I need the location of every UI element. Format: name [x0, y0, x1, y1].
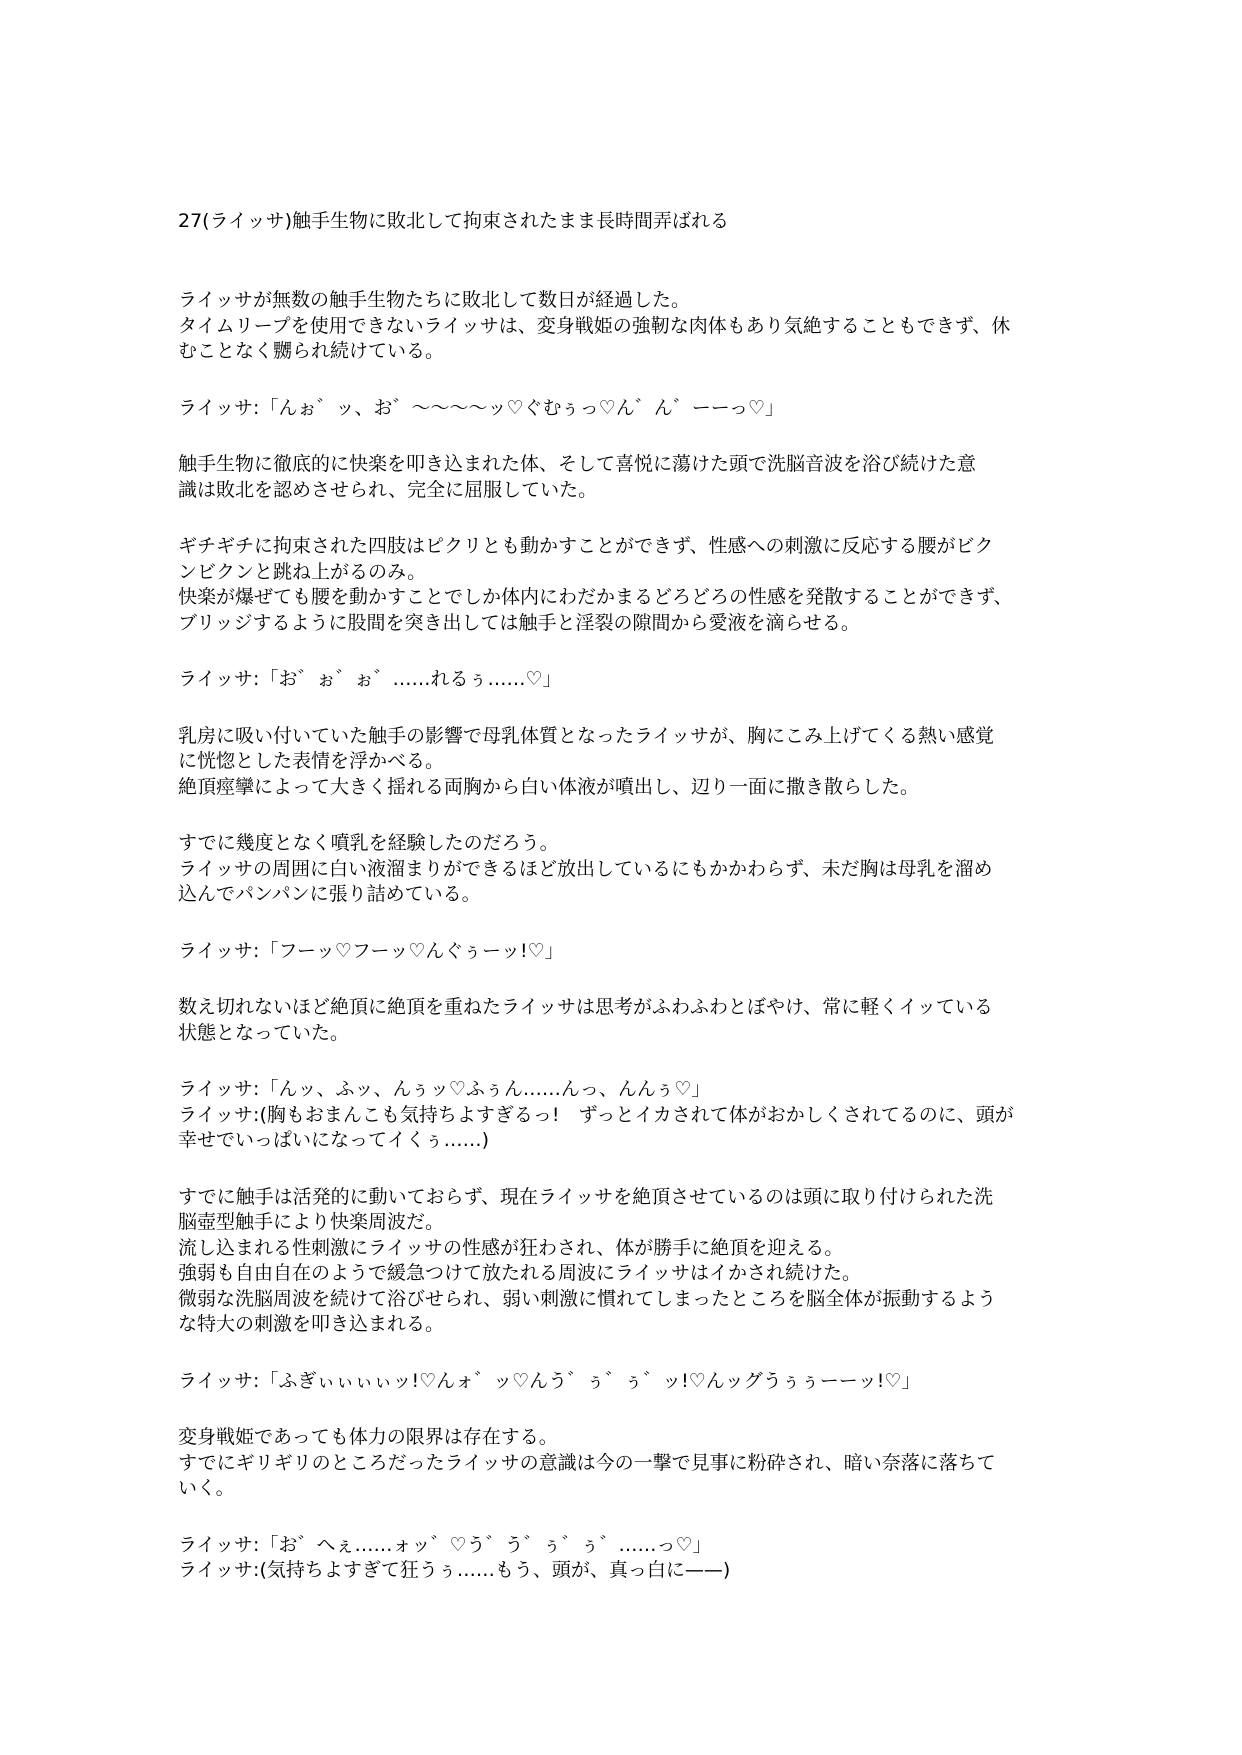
dialogue-line: 幸せでいっぱいになってイくぅ……) [178, 1129, 490, 1151]
text-line: すでに触手は活発的に動いておらず、現在ライッサを絶頂させているのは頭に取り付けられた洗 [178, 1185, 994, 1208]
text-line: 乳房に吸い付いていた触手の影響で母乳体質となったライッサが、胸にこみ上げてくる熱い感覚 [178, 724, 995, 747]
dialogue-paragraph [178, 1533, 1078, 1584]
paragraph [178, 831, 1078, 908]
text-line: 込んでパンパンに張り詰めている。 [178, 883, 481, 905]
text-line: 触手生物に徹底的に快楽を叩き込まれた体、そして喜悦に蕩けた頭で洗脳音波を浴び続けた意 [178, 453, 977, 475]
dialogue-line: ライッサ:「んッ、ふッ、んぅッ♡ふぅん……んっ、んんぅ♡」 [178, 1078, 711, 1100]
paragraph [178, 1425, 1078, 1502]
paragraph [178, 1185, 1078, 1338]
dialogue-line: ライッサ:「んぉ゛ッ、お゛～～～～ッ♡ぐむぅっ♡ん゛ん゛ーーっ♡」 [178, 396, 785, 419]
dialogue-paragraph [178, 939, 1078, 965]
dialogue-paragraph [178, 1369, 1078, 1395]
dialogue-line: ライッサ:(気持ちよすぎて狂うぅ……もう、頭が、真っ白に——) [178, 1559, 731, 1581]
text-line: 強弱も自由自在のようで緩急つけて放たれる周波にライッサはイかされ続けた。 [178, 1262, 862, 1284]
text-line: 脳壺型触手により快楽周波だ。 [178, 1211, 445, 1233]
text-line: ンビクンと跳ね上がるのみ。 [178, 560, 427, 583]
text-line: 変身戦姫であっても体力の限界は存在する。 [178, 1426, 558, 1448]
dialogue-line: ライッサ:「フーッ♡フーッ♡んぐぅーッ!♡」 [178, 939, 564, 962]
text-line: 流し込まれる性刺激にライッサの性感が狂わされ、体が勝手に絶頂を迎える。 [178, 1236, 844, 1259]
text-line: 数え切れないほど絶頂に絶頂を重ねたライッサは思考がふわふわとぼやけ、常に軽くイッている [178, 996, 993, 1018]
paragraph [178, 534, 1078, 636]
text-line: すでに幾度となく噴乳を経験したのだろう。 [178, 832, 559, 854]
paragraph [178, 288, 1078, 365]
text-line: ブリッジするように股間を突き出しては触手と淫裂の隙間から愛液を滴らせる。 [178, 611, 860, 634]
paragraph [178, 724, 1078, 801]
text-line: すでにギリギリのところだったライッサの意識は今の一撃で見事に粉砕され、暗い奈落に落ちて [178, 1451, 996, 1474]
text-line: ライッサの周囲に白い液溜まりができるほど放出しているにもかかわらず、未だ胸は母乳を溜め [178, 857, 993, 880]
paragraph [178, 995, 1078, 1046]
text-line: タイムリープを使用できないライッサは、変身戦姫の強靭な肉体もあり気絶することもできず、休 [178, 314, 1011, 337]
text-line: 状態となっていた。 [178, 1021, 350, 1044]
chapter-title: 27(ライッサ)触手生物に敗北して拘束されたまま長時間弄ばれる [178, 210, 730, 232]
dialogue-paragraph [178, 1077, 1078, 1154]
text-line: いく。 [178, 1477, 235, 1499]
text-line: むことなく嬲られ続けている。 [178, 340, 445, 362]
text-line: ギチギチに拘束された四肢はピクリとも動かすことができず、性感への刺激に反応する腰がビク [178, 535, 994, 557]
dialogue-line: ライッサ:「ふぎぃぃぃぃッ!♡んォ゛ッ♡んう゛ぅ゛ぅ゛ッ!♡んッグうぅぅーーッ!♡」 [178, 1369, 921, 1392]
dialogue-line: ライッサ:(胸もおまんこも気持ちよすぎるっ! ずっとイカされて体がおかしくされてるのに、頭が [178, 1103, 1014, 1126]
text-line: な特大の刺激を叩き込まれる。 [178, 1313, 445, 1335]
dialogue-line: ライッサ:「お゛ぉ゛ぉ゛……れるぅ……♡」 [178, 668, 562, 690]
text-line: 快楽が爆ぜても腰を動かすことでしか体内にわだかまるどろどろの性感を発散することができず、 [178, 586, 1013, 608]
dialogue-paragraph [178, 396, 1078, 422]
text-line: に恍惚とした表情を浮かべる。 [178, 750, 445, 772]
text-line: 絶頂痙攣によって大きく揺れる両胸から白い体液が噴出し、辺り一面に撒き散らした。 [178, 775, 920, 798]
text-line: 微弱な洗脳周波を続けて浴びせられ、弱い刺激に慣れてしまったところを脳全体が振動するよう [178, 1287, 997, 1310]
dialogue-line: ライッサ:「お゛へぇ……ォッ゛♡う゛う゛ぅ゛ぅ゛……っ♡」 [178, 1533, 712, 1556]
paragraph [178, 452, 1078, 503]
dialogue-paragraph [178, 667, 1078, 693]
text-line: 識は敗北を認めさせられ、完全に屈服していた。 [178, 478, 598, 501]
document-body [178, 288, 1078, 1615]
text-line: ライッサが無数の触手生物たちに敗北して数日が経過した。 [178, 289, 691, 311]
